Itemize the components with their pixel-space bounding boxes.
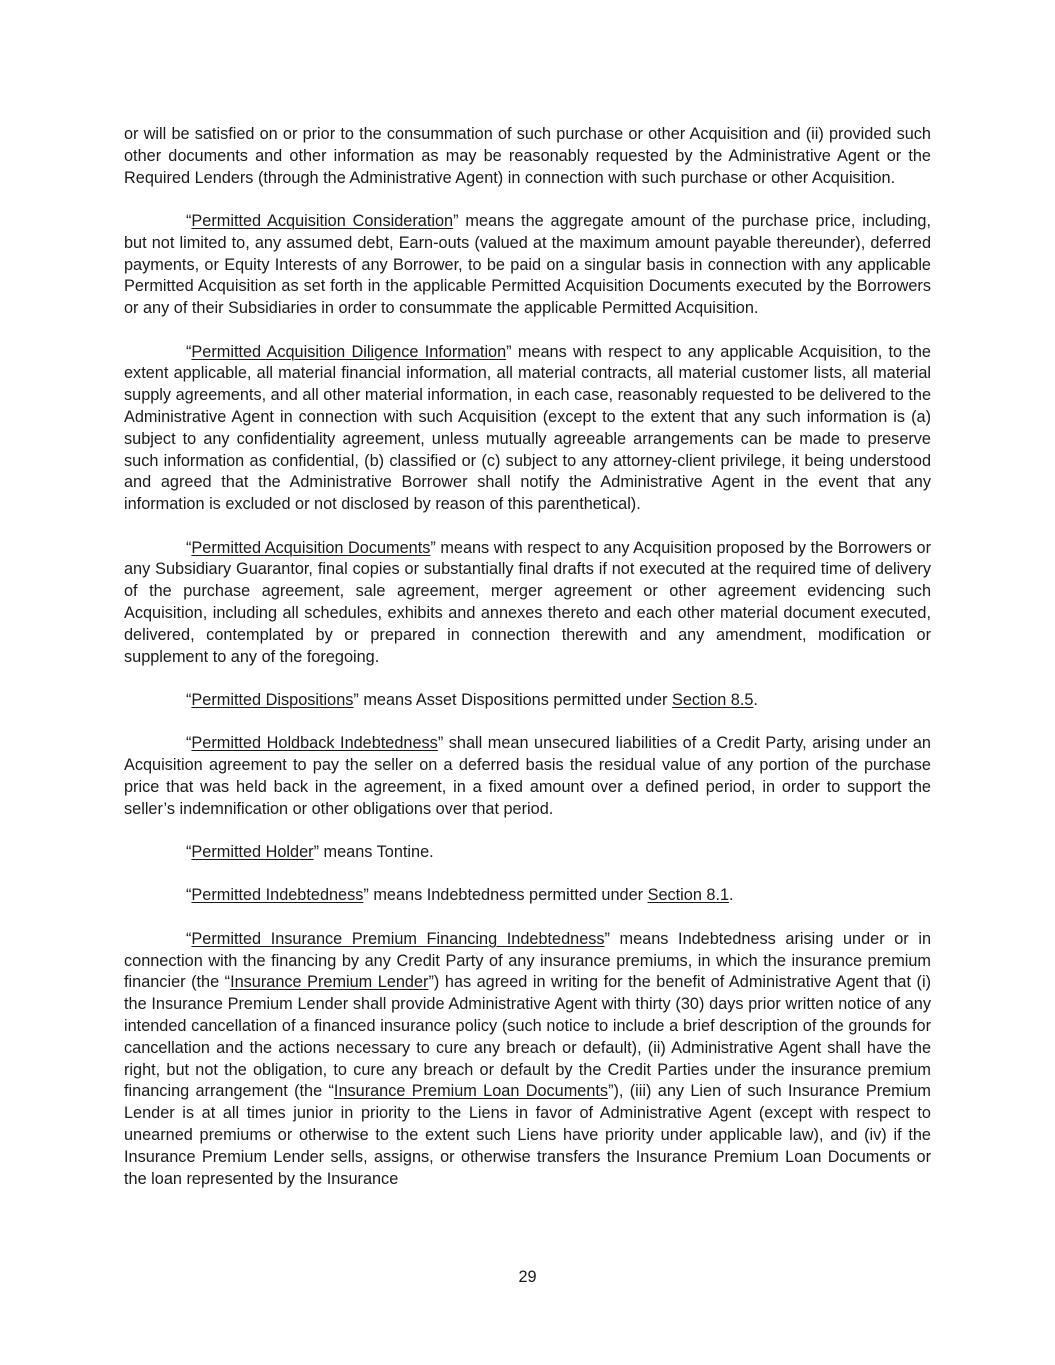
definition-permitted-dispositions (124, 690, 931, 712)
section-reference: Section 8.1 (647, 886, 730, 905)
definition-text: ” shall mean unsecured liabilities of a Credit Party, arising under an Acquisition agreement to pay the seller on a deferred basis the residual value of any portion of the purchase price that was held back in the agreement, in a fixed amount over a defined period, in order to support the seller’s indemnification or other obligations over that period. (124, 734, 931, 818)
defined-term-insurance-premium-lender: Insurance Premium Lender (230, 973, 429, 992)
defined-term: Permitted Holder (191, 843, 314, 862)
paragraph-text: or will be satisfied on or prior to the consummation of such purchase or other Acquisition and (ii) provided such other documents and other information as may be reasonably requested by the Administrative Agent or the Required Lenders (through the Administrative Agent) in connection with such purchase or other Acquisition. (124, 125, 931, 187)
definition-permitted-acquisition-diligence-information (124, 342, 931, 516)
definition-permitted-acquisition-consideration (124, 211, 931, 320)
defined-term: Permitted Acquisition Consideration (191, 211, 454, 230)
definition-permitted-insurance-premium-financing-indebtedness (124, 929, 931, 1191)
open-quote: “ (186, 886, 192, 905)
definition-permitted-holdback-indebtedness (124, 733, 931, 820)
defined-term: Permitted Dispositions (191, 690, 354, 709)
page-number: 29 (518, 1268, 537, 1286)
defined-term-insurance-premium-loan-documents: Insurance Premium Loan Documents (333, 1082, 609, 1101)
open-quote: “ (186, 538, 192, 557)
defined-term: Permitted Insurance Premium Financing Indebtedness (191, 929, 605, 948)
defined-term: Permitted Acquisition Diligence Information (191, 342, 507, 361)
defined-term: Permitted Acquisition Documents (191, 538, 431, 557)
definition-text: ”), (iii) any Lien of such Insurance Premium Lender is at all times junior in priority to the Liens in favor of Administrative Agent (except with respect to unearned premiums or otherwise to the extent such Liens have priority under applicable law), and (iv) if the Insurance Premium Lender sells, assigns, or otherwise transfers the Insurance Premium Loan Documents or the loan represented by the Insurance (124, 1082, 931, 1188)
definition-permitted-acquisition-documents (124, 538, 931, 669)
definition-text: ” means the aggregate amount of the purchase price, including, but not limited to, any assumed debt, Earn-outs (valued at the maximum amount payable thereunder), deferred payments, or Equity Interests of any Borrower, to be paid on a singular basis in connection with any applicable Permitted Acquisition as set forth in the applicable Permitted Acquisition Documents executed by the Borrowers or any of their Subsidiaries in order to consummate the applicable Permitted Acquisition. (124, 211, 931, 318)
definition-text: ” means with respect to any applicable Acquisition, to the extent applicable, all material financial information, all material contracts, all material customer lists, all material supply agreements, and all other material information, in each case, reasonably requested to be delivered to the Administrative Agent in connection with such Acquisition (except to the extent that any such information is (a) subject to any confidentiality agreement, unless mutually agreeable arrangements can be made to preserve such information as confidential, (b) classified or (c) subject to any attorney-client privilege, it being understood and agreed that the Administrative Borrower shall notify the Administrative Agent in the event that any information is excluded or not disclosed by reason of this parenthetical). (124, 342, 931, 514)
paragraph-acquisition-continuation (124, 124, 931, 189)
open-quote: “ (186, 843, 192, 862)
end-punctuation: . (729, 886, 734, 905)
open-quote: “ (186, 734, 192, 753)
definition-text: ” means Asset Dispositions permitted under (353, 690, 672, 709)
definition-text: ” means Indebtedness arising under or in connection with the financing by any Credit Party of any insurance premiums, in which the insurance premium financier (the “ (124, 929, 931, 992)
definition-text: ” means with respect to any Acquisition proposed by the Borrowers or any Subsidiary Guarantor, final copies or substantially final drafts if not executed at the required time of delivery of the purchase agreement, sale agreement, merger agreement or other agreement evidencing such Acquisition, including all schedules, exhibits and annexes thereto and each other material document executed, delivered, contemplated by or prepared in connection therewith and any amendment, modification or supplement to any of the foregoing. (124, 538, 931, 666)
defined-term: Permitted Indebtedness (191, 886, 364, 905)
definition-text: ” means Tontine. (313, 843, 434, 862)
definition-permitted-indebtedness (124, 885, 931, 907)
open-quote: “ (186, 929, 192, 948)
body-text (124, 124, 931, 1212)
section-reference: Section 8.5 (671, 690, 754, 709)
end-punctuation: . (753, 690, 758, 709)
open-quote: “ (186, 211, 192, 230)
open-quote: “ (186, 690, 192, 709)
defined-term: Permitted Holdback Indebtedness (191, 734, 438, 753)
definition-text: ” means Indebtedness permitted under (363, 886, 648, 905)
open-quote: “ (186, 342, 192, 361)
definition-permitted-holder (124, 842, 931, 864)
definition-text: ”) has agreed in writing for the benefit of Administrative Agent that (i) the Insurance Premium Lender shall provide Administrative Agent with thirty (30) days prior written notice of any intended cancellation of a financed insurance policy (such notice to include a brief description of the grounds for cancellation and the actions necessary to cure any breach or default), (ii) Administrative Agent shall have the right, but not the obligation, to cure any breach or default by the Credit Parties under the insurance premium financing arrangement (the “ (124, 973, 931, 1101)
